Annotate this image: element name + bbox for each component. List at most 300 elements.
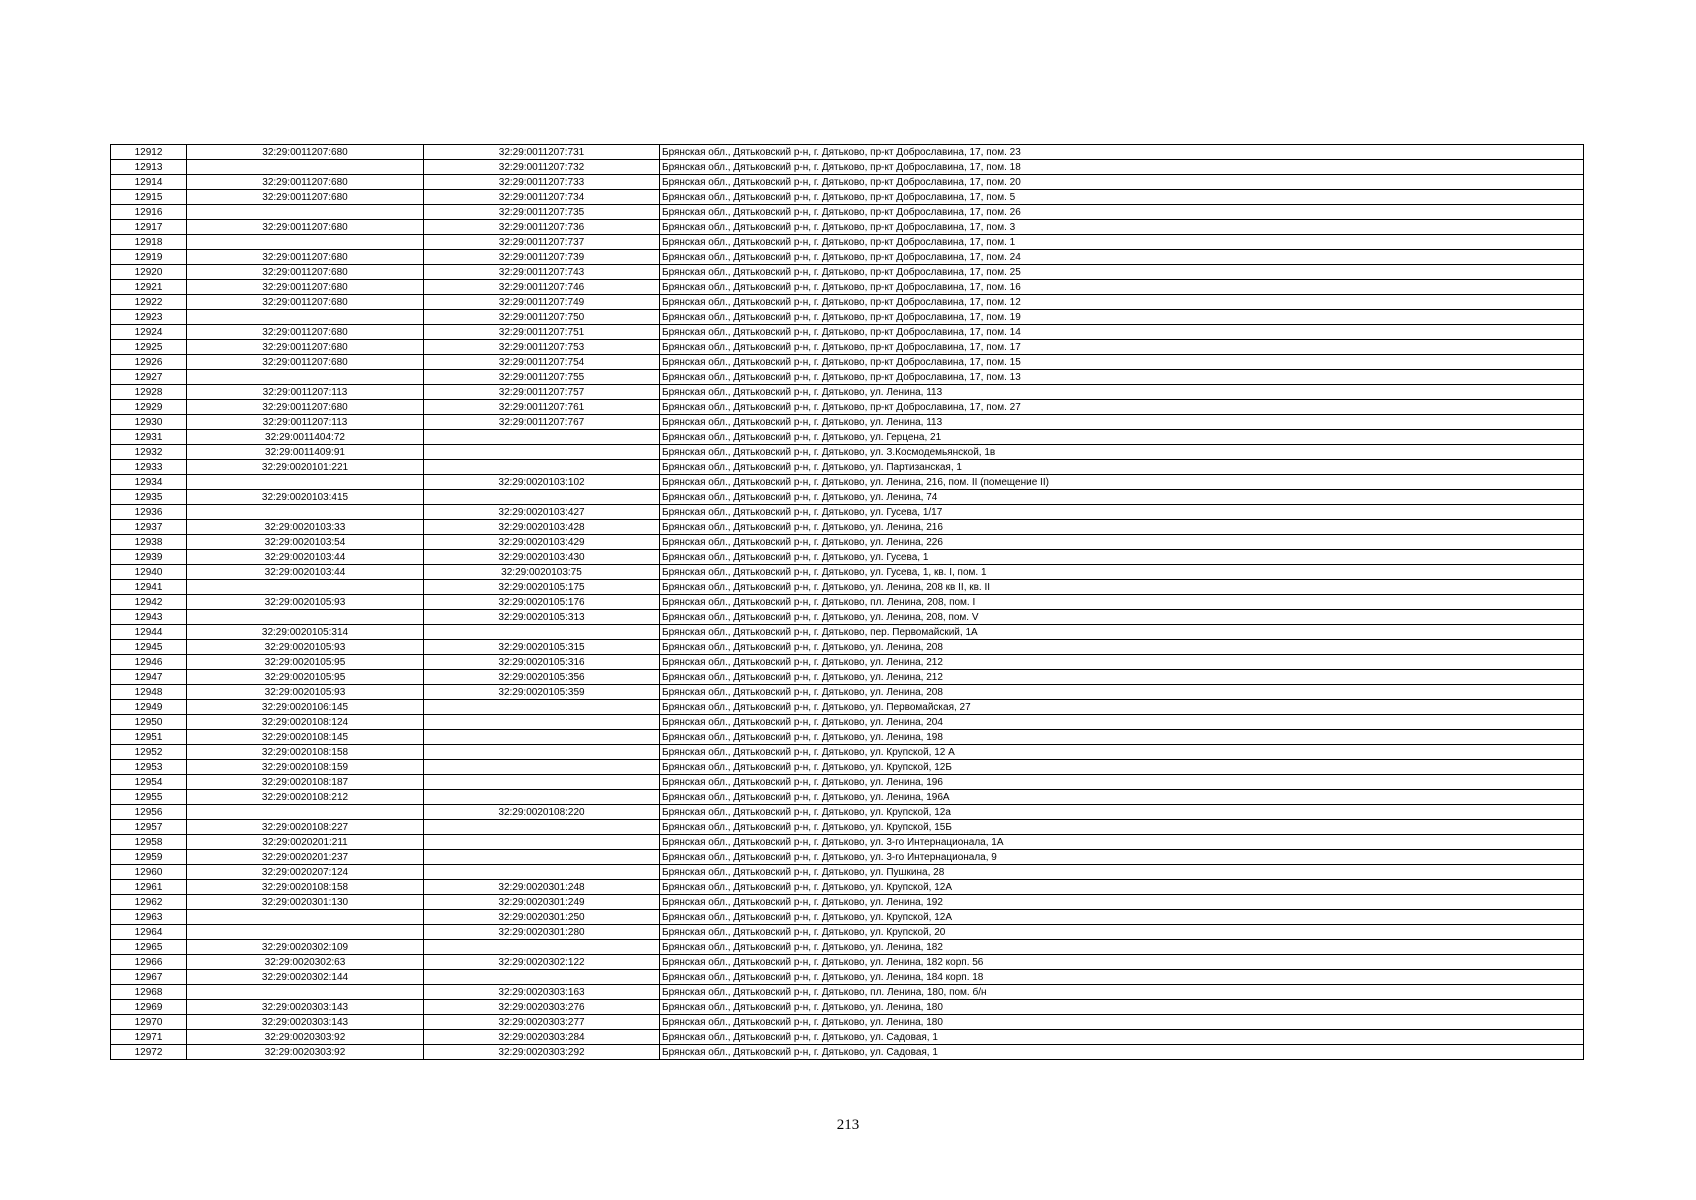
row-number-cell: 12932	[111, 445, 187, 460]
row-number-cell: 12925	[111, 340, 187, 355]
cadastral-number-cell: 32:29:0011207:743	[424, 265, 660, 280]
parent-cadastral-number-cell	[187, 910, 424, 925]
parent-cadastral-number-cell: 32:29:0020301:130	[187, 895, 424, 910]
cadastral-number-cell	[424, 490, 660, 505]
cadastral-number-cell: 32:29:0011207:736	[424, 220, 660, 235]
table-row	[111, 220, 1584, 235]
parent-cadastral-number-cell: 32:29:0011207:113	[187, 415, 424, 430]
parent-cadastral-number-cell: 32:29:0020103:44	[187, 550, 424, 565]
row-number-cell: 12916	[111, 205, 187, 220]
cadastral-number-cell: 32:29:0011207:749	[424, 295, 660, 310]
address-cell: Брянская обл., Дятьковский р-н, г. Дятьково, пр-кт Доброславина, 17, пом. 25	[660, 265, 1584, 280]
cadastral-number-cell: 32:29:0020105:175	[424, 580, 660, 595]
cadastral-number-cell	[424, 820, 660, 835]
parent-cadastral-number-cell: 32:29:0011207:680	[187, 355, 424, 370]
cadastral-number-cell	[424, 850, 660, 865]
address-cell: Брянская обл., Дятьковский р-н, г. Дятьково, ул. Крупской, 20	[660, 925, 1584, 940]
address-cell: Брянская обл., Дятьковский р-н, г. Дятьково, пр-кт Доброславина, 17, пом. 26	[660, 205, 1584, 220]
address-cell: Брянская обл., Дятьковский р-н, г. Дятьково, ул. Ленина, 212	[660, 670, 1584, 685]
cadastral-number-cell: 32:29:0020303:277	[424, 1015, 660, 1030]
address-cell: Брянская обл., Дятьковский р-н, г. Дятьково, ул. 3-го Интернационала, 1А	[660, 835, 1584, 850]
cadastral-number-cell: 32:29:0020103:428	[424, 520, 660, 535]
row-number-cell: 12914	[111, 175, 187, 190]
cadastral-number-cell: 32:29:0020103:427	[424, 505, 660, 520]
address-cell: Брянская обл., Дятьковский р-н, г. Дятьково, ул. Гусева, 1	[660, 550, 1584, 565]
address-cell: Брянская обл., Дятьковский р-н, г. Дятьково, ул. Ленина, 180	[660, 1000, 1584, 1015]
parent-cadastral-number-cell	[187, 985, 424, 1000]
address-cell: Брянская обл., Дятьковский р-н, г. Дятьково, ул. Ленина, 182 корп. 56	[660, 955, 1584, 970]
table-row	[111, 790, 1584, 805]
row-number-cell: 12951	[111, 730, 187, 745]
cadastral-number-cell: 32:29:0020103:430	[424, 550, 660, 565]
table-row	[111, 1015, 1584, 1030]
address-cell: Брянская обл., Дятьковский р-н, г. Дятьково, пр-кт Доброславина, 17, пом. 23	[660, 145, 1584, 160]
table-row	[111, 340, 1584, 355]
address-cell: Брянская обл., Дятьковский р-н, г. Дятьково, ул. Ленина, 208, пом. V	[660, 610, 1584, 625]
table-row	[111, 385, 1584, 400]
table-row	[111, 190, 1584, 205]
parent-cadastral-number-cell: 32:29:0011207:680	[187, 175, 424, 190]
row-number-cell: 12928	[111, 385, 187, 400]
cadastral-number-cell: 32:29:0020108:220	[424, 805, 660, 820]
row-number-cell: 12965	[111, 940, 187, 955]
parent-cadastral-number-cell: 32:29:0020108:159	[187, 760, 424, 775]
table-row	[111, 805, 1584, 820]
table-row	[111, 775, 1584, 790]
parent-cadastral-number-cell	[187, 805, 424, 820]
cadastral-number-cell: 32:29:0011207:734	[424, 190, 660, 205]
cadastral-number-cell: 32:29:0011207:754	[424, 355, 660, 370]
parent-cadastral-number-cell: 32:29:0020105:93	[187, 640, 424, 655]
row-number-cell: 12931	[111, 430, 187, 445]
parent-cadastral-number-cell: 32:29:0020303:143	[187, 1015, 424, 1030]
table-row	[111, 445, 1584, 460]
table-row	[111, 355, 1584, 370]
cadastral-number-cell: 32:29:0011207:737	[424, 235, 660, 250]
table-row	[111, 400, 1584, 415]
address-cell: Брянская обл., Дятьковский р-н, г. Дятьково, ул. Ленина, 226	[660, 535, 1584, 550]
cadastral-number-cell: 32:29:0011207:757	[424, 385, 660, 400]
row-number-cell: 12972	[111, 1045, 187, 1060]
parent-cadastral-number-cell: 32:29:0020201:211	[187, 835, 424, 850]
address-cell: Брянская обл., Дятьковский р-н, г. Дятьково, ул. Пушкина, 28	[660, 865, 1584, 880]
parent-cadastral-number-cell: 32:29:0020105:95	[187, 655, 424, 670]
cadastral-number-cell: 32:29:0020105:313	[424, 610, 660, 625]
address-cell: Брянская обл., Дятьковский р-н, г. Дятьково, ул. 3-го Интернационала, 9	[660, 850, 1584, 865]
parent-cadastral-number-cell: 32:29:0011207:680	[187, 190, 424, 205]
address-cell: Брянская обл., Дятьковский р-н, г. Дятьково, ул. Крупской, 15Б	[660, 820, 1584, 835]
cadastral-number-cell: 32:29:0020303:292	[424, 1045, 660, 1060]
address-cell: Брянская обл., Дятьковский р-н, г. Дятьково, ул. Ленина, 184 корп. 18	[660, 970, 1584, 985]
address-cell: Брянская обл., Дятьковский р-н, г. Дятьково, пл. Ленина, 180, пом. б/н	[660, 985, 1584, 1000]
cadastral-number-cell: 32:29:0011207:755	[424, 370, 660, 385]
address-cell: Брянская обл., Дятьковский р-н, г. Дятьково, ул. Герцена, 21	[660, 430, 1584, 445]
cadastral-number-cell	[424, 865, 660, 880]
registry-table	[110, 144, 1584, 1060]
table-row	[111, 910, 1584, 925]
cadastral-number-cell	[424, 970, 660, 985]
parent-cadastral-number-cell: 32:29:0020105:93	[187, 595, 424, 610]
address-cell: Брянская обл., Дятьковский р-н, г. Дятьково, ул. Гусева, 1/17	[660, 505, 1584, 520]
row-number-cell: 12937	[111, 520, 187, 535]
table-row	[111, 925, 1584, 940]
cadastral-number-cell: 32:29:0020301:250	[424, 910, 660, 925]
address-cell: Брянская обл., Дятьковский р-н, г. Дятьково, ул. Ленина, 198	[660, 730, 1584, 745]
table-row	[111, 160, 1584, 175]
table-row	[111, 595, 1584, 610]
parent-cadastral-number-cell: 32:29:0020103:415	[187, 490, 424, 505]
table-row	[111, 820, 1584, 835]
address-cell: Брянская обл., Дятьковский р-н, г. Дятьково, ул. Садовая, 1	[660, 1030, 1584, 1045]
table-row	[111, 265, 1584, 280]
address-cell: Брянская обл., Дятьковский р-н, г. Дятьково, ул. Ленина, 216	[660, 520, 1584, 535]
cadastral-number-cell: 32:29:0020302:122	[424, 955, 660, 970]
table-row	[111, 685, 1584, 700]
address-cell: Брянская обл., Дятьковский р-н, г. Дятьково, пр-кт Доброславина, 17, пом. 19	[660, 310, 1584, 325]
table-row	[111, 880, 1584, 895]
parent-cadastral-number-cell	[187, 310, 424, 325]
parent-cadastral-number-cell: 32:29:0020207:124	[187, 865, 424, 880]
cadastral-number-cell: 32:29:0011207:761	[424, 400, 660, 415]
table-row	[111, 580, 1584, 595]
row-number-cell: 12968	[111, 985, 187, 1000]
address-cell: Брянская обл., Дятьковский р-н, г. Дятьково, ул. Крупской, 12А	[660, 910, 1584, 925]
row-number-cell: 12919	[111, 250, 187, 265]
cadastral-number-cell	[424, 940, 660, 955]
address-cell: Брянская обл., Дятьковский р-н, г. Дятьково, ул. Садовая, 1	[660, 1045, 1584, 1060]
row-number-cell: 12959	[111, 850, 187, 865]
address-cell: Брянская обл., Дятьковский р-н, г. Дятьково, пр-кт Доброславина, 17, пом. 24	[660, 250, 1584, 265]
address-cell: Брянская обл., Дятьковский р-н, г. Дятьково, пр-кт Доброславина, 17, пом. 12	[660, 295, 1584, 310]
row-number-cell: 12948	[111, 685, 187, 700]
row-number-cell: 12945	[111, 640, 187, 655]
row-number-cell: 12961	[111, 880, 187, 895]
cadastral-number-cell: 32:29:0020103:75	[424, 565, 660, 580]
table-row	[111, 475, 1584, 490]
parent-cadastral-number-cell: 32:29:0011207:680	[187, 250, 424, 265]
table-row	[111, 895, 1584, 910]
row-number-cell: 12964	[111, 925, 187, 940]
row-number-cell: 12954	[111, 775, 187, 790]
cadastral-number-cell: 32:29:0011207:746	[424, 280, 660, 295]
row-number-cell: 12926	[111, 355, 187, 370]
address-cell: Брянская обл., Дятьковский р-н, г. Дятьково, ул. Ленина, 212	[660, 655, 1584, 670]
table-row	[111, 625, 1584, 640]
address-cell: Брянская обл., Дятьковский р-н, г. Дятьково, ул. Ленина, 113	[660, 385, 1584, 400]
parent-cadastral-number-cell: 32:29:0011207:680	[187, 325, 424, 340]
address-cell: Брянская обл., Дятьковский р-н, г. Дятьково, ул. Ленина, 208	[660, 640, 1584, 655]
parent-cadastral-number-cell: 32:29:0020302:63	[187, 955, 424, 970]
parent-cadastral-number-cell: 32:29:0020108:187	[187, 775, 424, 790]
parent-cadastral-number-cell: 32:29:0011404:72	[187, 430, 424, 445]
cadastral-number-cell: 32:29:0020103:102	[424, 475, 660, 490]
row-number-cell: 12957	[111, 820, 187, 835]
address-cell: Брянская обл., Дятьковский р-н, г. Дятьково, ул. Ленина, 208 кв II, кв. II	[660, 580, 1584, 595]
cadastral-number-cell: 32:29:0020105:316	[424, 655, 660, 670]
row-number-cell: 12927	[111, 370, 187, 385]
parent-cadastral-number-cell: 32:29:0011207:680	[187, 145, 424, 160]
parent-cadastral-number-cell: 32:29:0020105:93	[187, 685, 424, 700]
row-number-cell: 12924	[111, 325, 187, 340]
address-cell: Брянская обл., Дятьковский р-н, г. Дятьково, пр-кт Доброславина, 17, пом. 20	[660, 175, 1584, 190]
table-row	[111, 460, 1584, 475]
parent-cadastral-number-cell: 32:29:0011207:680	[187, 220, 424, 235]
address-cell: Брянская обл., Дятьковский р-н, г. Дятьково, ул. Ленина, 182	[660, 940, 1584, 955]
cadastral-number-cell: 32:29:0020303:163	[424, 985, 660, 1000]
row-number-cell: 12963	[111, 910, 187, 925]
row-number-cell: 12962	[111, 895, 187, 910]
table-row	[111, 955, 1584, 970]
cadastral-number-cell: 32:29:0020303:276	[424, 1000, 660, 1015]
address-cell: Брянская обл., Дятьковский р-н, г. Дятьково, пр-кт Доброславина, 17, пом. 13	[660, 370, 1584, 385]
address-cell: Брянская обл., Дятьковский р-н, г. Дятьково, пр-кт Доброславина, 17, пом. 27	[660, 400, 1584, 415]
row-number-cell: 12929	[111, 400, 187, 415]
cadastral-number-cell	[424, 745, 660, 760]
parent-cadastral-number-cell: 32:29:0011207:680	[187, 280, 424, 295]
parent-cadastral-number-cell: 32:29:0020108:124	[187, 715, 424, 730]
address-cell: Брянская обл., Дятьковский р-н, г. Дятьково, ул. Ленина, 204	[660, 715, 1584, 730]
row-number-cell: 12969	[111, 1000, 187, 1015]
cadastral-number-cell: 32:29:0011207:731	[424, 145, 660, 160]
address-cell: Брянская обл., Дятьковский р-н, г. Дятьково, ул. Крупской, 12А	[660, 880, 1584, 895]
parent-cadastral-number-cell	[187, 925, 424, 940]
table-row	[111, 700, 1584, 715]
table-row	[111, 205, 1584, 220]
parent-cadastral-number-cell	[187, 580, 424, 595]
parent-cadastral-number-cell: 32:29:0020105:314	[187, 625, 424, 640]
row-number-cell: 12943	[111, 610, 187, 625]
parent-cadastral-number-cell: 32:29:0020103:33	[187, 520, 424, 535]
table-row	[111, 430, 1584, 445]
cadastral-number-cell: 32:29:0020105:176	[424, 595, 660, 610]
address-cell: Брянская обл., Дятьковский р-н, г. Дятьково, ул. Ленина, 113	[660, 415, 1584, 430]
cadastral-number-cell	[424, 430, 660, 445]
table-row	[111, 145, 1584, 160]
row-number-cell: 12915	[111, 190, 187, 205]
row-number-cell: 12934	[111, 475, 187, 490]
table-row	[111, 520, 1584, 535]
table-row	[111, 325, 1584, 340]
table-row	[111, 565, 1584, 580]
address-cell: Брянская обл., Дятьковский р-н, г. Дятьково, ул. Ленина, 196	[660, 775, 1584, 790]
table-row	[111, 940, 1584, 955]
row-number-cell: 12936	[111, 505, 187, 520]
table-row	[111, 1030, 1584, 1045]
cadastral-number-cell: 32:29:0020303:284	[424, 1030, 660, 1045]
table-row	[111, 610, 1584, 625]
address-cell: Брянская обл., Дятьковский р-н, г. Дятьково, пр-кт Доброславина, 17, пом. 14	[660, 325, 1584, 340]
row-number-cell: 12971	[111, 1030, 187, 1045]
address-cell: Брянская обл., Дятьковский р-н, г. Дятьково, ул. Ленина, 196А	[660, 790, 1584, 805]
parent-cadastral-number-cell: 32:29:0020303:92	[187, 1045, 424, 1060]
row-number-cell: 12942	[111, 595, 187, 610]
parent-cadastral-number-cell: 32:29:0011409:91	[187, 445, 424, 460]
address-cell: Брянская обл., Дятьковский р-н, г. Дятьково, ул. Ленина, 216, пом. II (помещение II)	[660, 475, 1584, 490]
table-row	[111, 505, 1584, 520]
row-number-cell: 12938	[111, 535, 187, 550]
parent-cadastral-number-cell: 32:29:0011207:680	[187, 340, 424, 355]
row-number-cell: 12966	[111, 955, 187, 970]
page-number: 213	[836, 1117, 860, 1133]
row-number-cell: 12950	[111, 715, 187, 730]
table-row	[111, 835, 1584, 850]
row-number-cell: 12918	[111, 235, 187, 250]
table-row	[111, 760, 1584, 775]
row-number-cell: 12952	[111, 745, 187, 760]
parent-cadastral-number-cell: 32:29:0011207:680	[187, 265, 424, 280]
address-cell: Брянская обл., Дятьковский р-н, г. Дятьково, ул. Ленина, 192	[660, 895, 1584, 910]
address-cell: Брянская обл., Дятьковский р-н, г. Дятьково, пр-кт Доброславина, 17, пом. 16	[660, 280, 1584, 295]
parent-cadastral-number-cell: 32:29:0020101:221	[187, 460, 424, 475]
row-number-cell: 12941	[111, 580, 187, 595]
table-row	[111, 175, 1584, 190]
table-row	[111, 550, 1584, 565]
address-cell: Брянская обл., Дятьковский р-н, г. Дятьково, ул. Крупской, 12 А	[660, 745, 1584, 760]
parent-cadastral-number-cell: 32:29:0020108:227	[187, 820, 424, 835]
cadastral-number-cell: 32:29:0020301:249	[424, 895, 660, 910]
cadastral-number-cell: 32:29:0011207:735	[424, 205, 660, 220]
row-number-cell: 12921	[111, 280, 187, 295]
parent-cadastral-number-cell	[187, 235, 424, 250]
table-row	[111, 310, 1584, 325]
row-number-cell: 12920	[111, 265, 187, 280]
address-cell: Брянская обл., Дятьковский р-н, г. Дятьково, пр-кт Доброславина, 17, пом. 1	[660, 235, 1584, 250]
address-cell: Брянская обл., Дятьковский р-н, г. Дятьково, ул. Первомайская, 27	[660, 700, 1584, 715]
cadastral-number-cell: 32:29:0020105:356	[424, 670, 660, 685]
table-row	[111, 745, 1584, 760]
address-cell: Брянская обл., Дятьковский р-н, г. Дятьково, ул. Ленина, 208	[660, 685, 1584, 700]
row-number-cell: 12955	[111, 790, 187, 805]
cadastral-number-cell: 32:29:0011207:767	[424, 415, 660, 430]
row-number-cell: 12935	[111, 490, 187, 505]
parent-cadastral-number-cell: 32:29:0020201:237	[187, 850, 424, 865]
row-number-cell: 12940	[111, 565, 187, 580]
table-row	[111, 670, 1584, 685]
cadastral-number-cell	[424, 625, 660, 640]
address-cell: Брянская обл., Дятьковский р-н, г. Дятьково, пр-кт Доброславина, 17, пом. 17	[660, 340, 1584, 355]
parent-cadastral-number-cell: 32:29:0011207:680	[187, 295, 424, 310]
parent-cadastral-number-cell	[187, 160, 424, 175]
cadastral-number-cell: 32:29:0011207:732	[424, 160, 660, 175]
row-number-cell: 12939	[111, 550, 187, 565]
parent-cadastral-number-cell: 32:29:0020303:143	[187, 1000, 424, 1015]
row-number-cell: 12960	[111, 865, 187, 880]
parent-cadastral-number-cell: 32:29:0011207:680	[187, 400, 424, 415]
cadastral-number-cell: 32:29:0011207:733	[424, 175, 660, 190]
address-cell: Брянская обл., Дятьковский р-н, г. Дятьково, пр-кт Доброславина, 17, пом. 5	[660, 190, 1584, 205]
cadastral-number-cell	[424, 445, 660, 460]
cadastral-number-cell	[424, 460, 660, 475]
row-number-cell: 12946	[111, 655, 187, 670]
table-row	[111, 370, 1584, 385]
address-cell: Брянская обл., Дятьковский р-н, г. Дятьково, пр-кт Доброславина, 17, пом. 18	[660, 160, 1584, 175]
table-row	[111, 655, 1584, 670]
table-row	[111, 490, 1584, 505]
parent-cadastral-number-cell	[187, 370, 424, 385]
cadastral-number-cell	[424, 760, 660, 775]
cadastral-number-cell: 32:29:0020105:315	[424, 640, 660, 655]
table-row	[111, 415, 1584, 430]
cadastral-number-cell	[424, 700, 660, 715]
row-number-cell: 12967	[111, 970, 187, 985]
table-row	[111, 280, 1584, 295]
cadastral-number-cell	[424, 775, 660, 790]
cadastral-number-cell: 32:29:0011207:753	[424, 340, 660, 355]
parent-cadastral-number-cell: 32:29:0020108:145	[187, 730, 424, 745]
cadastral-number-cell: 32:29:0011207:750	[424, 310, 660, 325]
row-number-cell: 12917	[111, 220, 187, 235]
table-row	[111, 970, 1584, 985]
row-number-cell: 12956	[111, 805, 187, 820]
table-row	[111, 985, 1584, 1000]
parent-cadastral-number-cell	[187, 505, 424, 520]
row-number-cell: 12953	[111, 760, 187, 775]
address-cell: Брянская обл., Дятьковский р-н, г. Дятьково, ул. Крупской, 12Б	[660, 760, 1584, 775]
cadastral-number-cell: 32:29:0020301:280	[424, 925, 660, 940]
row-number-cell: 12933	[111, 460, 187, 475]
address-cell: Брянская обл., Дятьковский р-н, г. Дятьково, ул. З.Космодемьянской, 1в	[660, 445, 1584, 460]
cadastral-number-cell: 32:29:0020105:359	[424, 685, 660, 700]
address-cell: Брянская обл., Дятьковский р-н, г. Дятьково, ул. Ленина, 180	[660, 1015, 1584, 1030]
table-row	[111, 535, 1584, 550]
table-row	[111, 1000, 1584, 1015]
row-number-cell: 12944	[111, 625, 187, 640]
parent-cadastral-number-cell: 32:29:0020106:145	[187, 700, 424, 715]
row-number-cell: 12930	[111, 415, 187, 430]
parent-cadastral-number-cell: 32:29:0020108:212	[187, 790, 424, 805]
parent-cadastral-number-cell: 32:29:0011207:113	[187, 385, 424, 400]
parent-cadastral-number-cell	[187, 610, 424, 625]
table-row	[111, 730, 1584, 745]
table-row	[111, 295, 1584, 310]
cadastral-number-cell	[424, 790, 660, 805]
row-number-cell: 12922	[111, 295, 187, 310]
cadastral-number-cell: 32:29:0011207:751	[424, 325, 660, 340]
cadastral-number-cell: 32:29:0020301:248	[424, 880, 660, 895]
table-row	[111, 1045, 1584, 1060]
address-cell: Брянская обл., Дятьковский р-н, г. Дятьково, пр-кт Доброславина, 17, пом. 15	[660, 355, 1584, 370]
table-row	[111, 235, 1584, 250]
parent-cadastral-number-cell: 32:29:0020303:92	[187, 1030, 424, 1045]
parent-cadastral-number-cell: 32:29:0020302:109	[187, 940, 424, 955]
parent-cadastral-number-cell	[187, 205, 424, 220]
address-cell: Брянская обл., Дятьковский р-н, г. Дятьково, пр-кт Доброславина, 17, пом. 3	[660, 220, 1584, 235]
cadastral-number-cell	[424, 715, 660, 730]
table-row	[111, 865, 1584, 880]
row-number-cell: 12970	[111, 1015, 187, 1030]
parent-cadastral-number-cell: 32:29:0020302:144	[187, 970, 424, 985]
table-row	[111, 640, 1584, 655]
row-number-cell: 12947	[111, 670, 187, 685]
address-cell: Брянская обл., Дятьковский р-н, г. Дятьково, пл. Ленина, 208, пом. I	[660, 595, 1584, 610]
cadastral-number-cell	[424, 730, 660, 745]
table-row	[111, 850, 1584, 865]
table-row	[111, 715, 1584, 730]
address-cell: Брянская обл., Дятьковский р-н, г. Дятьково, ул. Крупской, 12а	[660, 805, 1584, 820]
table-row	[111, 250, 1584, 265]
parent-cadastral-number-cell: 32:29:0020103:44	[187, 565, 424, 580]
parent-cadastral-number-cell: 32:29:0020108:158	[187, 880, 424, 895]
row-number-cell: 12913	[111, 160, 187, 175]
address-cell: Брянская обл., Дятьковский р-н, г. Дятьково, пер. Первомайский, 1А	[660, 625, 1584, 640]
parent-cadastral-number-cell: 32:29:0020103:54	[187, 535, 424, 550]
parent-cadastral-number-cell	[187, 475, 424, 490]
address-cell: Брянская обл., Дятьковский р-н, г. Дятьково, ул. Ленина, 74	[660, 490, 1584, 505]
registry-table-body	[111, 145, 1584, 1060]
row-number-cell: 12923	[111, 310, 187, 325]
row-number-cell: 12949	[111, 700, 187, 715]
cadastral-number-cell	[424, 835, 660, 850]
